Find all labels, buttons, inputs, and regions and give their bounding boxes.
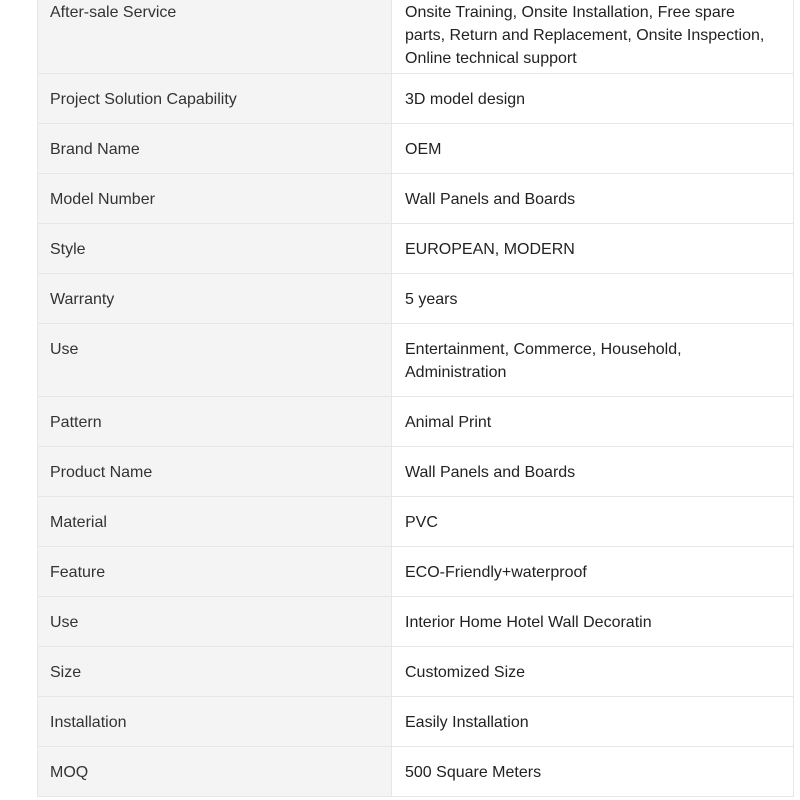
table-row xyxy=(38,547,794,597)
spec-value-text: PVC xyxy=(405,514,438,531)
spec-label-text: After-sale Service xyxy=(50,4,177,21)
spec-label-text: MOQ xyxy=(50,764,89,781)
spec-value-text: Customized Size xyxy=(405,664,526,681)
spec-value-text: Onsite Training, Onsite Installation, Free spare parts, Return and Replacement, Onsite Inspection, Online technical support xyxy=(405,4,765,67)
spec-label-text: Pattern xyxy=(50,414,102,431)
spec-label xyxy=(38,547,392,597)
spec-value xyxy=(392,397,794,447)
spec-value xyxy=(392,224,794,274)
spec-value-text: 500 Square Meters xyxy=(405,764,542,781)
spec-label-text: Style xyxy=(50,241,86,258)
spec-label-text: Use xyxy=(50,614,79,631)
spec-label xyxy=(38,174,392,224)
spec-label-text: Size xyxy=(50,664,82,681)
spec-value xyxy=(392,174,794,224)
spec-value xyxy=(392,497,794,547)
table-row xyxy=(38,647,794,697)
spec-label-text: Warranty xyxy=(50,291,115,308)
spec-label-text: Installation xyxy=(50,714,127,731)
spec-value xyxy=(392,647,794,697)
table-row xyxy=(38,447,794,497)
spec-label-text: Product Name xyxy=(50,464,153,481)
spec-label-text: Project Solution Capability xyxy=(50,91,237,108)
spec-value xyxy=(392,747,794,797)
spec-label xyxy=(38,0,392,74)
spec-label xyxy=(38,697,392,747)
product-spec-table xyxy=(37,0,794,797)
table-row xyxy=(38,397,794,447)
spec-value-text: ECO-Friendly+waterproof xyxy=(405,564,587,581)
spec-value-text: 3D model design xyxy=(405,91,526,108)
spec-value-text: Wall Panels and Boards xyxy=(405,191,576,208)
spec-label xyxy=(38,397,392,447)
table-row xyxy=(38,697,794,747)
spec-value-text: Wall Panels and Boards xyxy=(405,464,576,481)
spec-label xyxy=(38,224,392,274)
spec-value-text: Animal Print xyxy=(405,414,492,431)
spec-label xyxy=(38,324,392,397)
spec-value-text: Easily Installation xyxy=(405,714,529,731)
table-row xyxy=(38,497,794,547)
spec-value-text: Entertainment, Commerce, Household, Administration xyxy=(405,341,682,381)
spec-label xyxy=(38,124,392,174)
table-row xyxy=(38,124,794,174)
spec-value xyxy=(392,447,794,497)
spec-value xyxy=(392,597,794,647)
spec-value xyxy=(392,324,794,397)
table-row xyxy=(38,224,794,274)
spec-label-text: Feature xyxy=(50,564,106,581)
spec-value-text: 5 years xyxy=(405,291,458,308)
spec-label-text: Material xyxy=(50,514,107,531)
table-row xyxy=(38,747,794,797)
spec-label xyxy=(38,447,392,497)
table-row xyxy=(38,274,794,324)
spec-value-text: EUROPEAN, MODERN xyxy=(405,241,575,258)
spec-label xyxy=(38,74,392,124)
spec-value xyxy=(392,124,794,174)
spec-label xyxy=(38,274,392,324)
table-row xyxy=(38,324,794,397)
spec-label xyxy=(38,597,392,647)
table-row xyxy=(38,174,794,224)
spec-label xyxy=(38,497,392,547)
spec-value xyxy=(392,74,794,124)
spec-value xyxy=(392,697,794,747)
spec-label xyxy=(38,647,392,697)
spec-label xyxy=(38,747,392,797)
spec-label-text: Model Number xyxy=(50,191,155,208)
table-row xyxy=(38,0,794,74)
spec-value-text: OEM xyxy=(405,141,442,158)
spec-value-text: Interior Home Hotel Wall Decoratin xyxy=(405,614,652,631)
spec-label-text: Brand Name xyxy=(50,141,140,158)
spec-label-text: Use xyxy=(50,341,79,358)
table-row xyxy=(38,74,794,124)
spec-value xyxy=(392,547,794,597)
spec-value xyxy=(392,274,794,324)
spec-value xyxy=(392,0,794,74)
table-row xyxy=(38,597,794,647)
